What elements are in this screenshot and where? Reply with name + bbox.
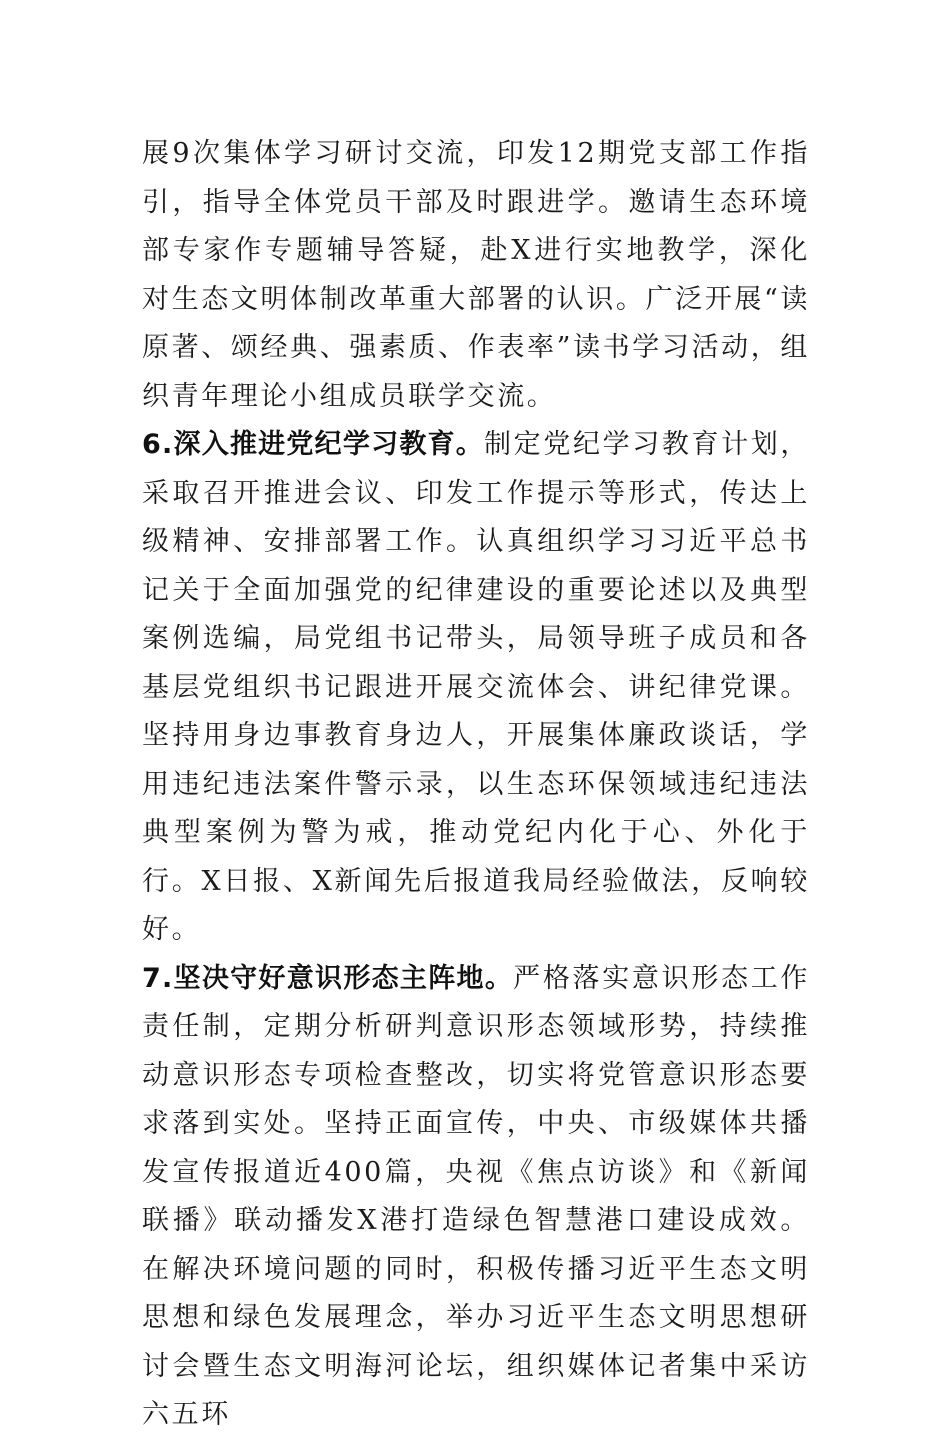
- paragraph-ideology-front: [142, 955, 810, 1440]
- section-heading-6: 6.深入推进党纪学习教育。: [142, 429, 485, 460]
- paragraph-study-sessions: [142, 130, 810, 421]
- paragraph-body: 制定党纪学习教育计划，采取召开推进会议、印发工作提示等形式，传达上级精神、安排部署工作。认真组织学习习近平总书记关于全面加强党的纪律建设的重要论述以及典型案例选编，局党组书记带头，局领导班子成员和各基层党组织书记跟进开展交流体会、讲纪律党课。坚持用身边事教育身边人，开展集体廉政谈话，学用违纪违法案件警示录，以生态环保领域违纪违法典型案例为警为戒，推动党纪内化于心、外化于行。X日报、X新闻先后报道我局经验做法，反响较好。: [142, 429, 810, 945]
- document-body: [142, 130, 810, 1440]
- paragraph-body: 展9次集体学习研讨交流，印发12期党支部工作指引，指导全体党员干部及时跟进学。邀请生态环境部专家作专题辅导答疑，赴X进行实地教学，深化对生态文明体制改革重大部署的认识。广泛开展“读原著、颂经典、强素质、作表率”读书学习活动，组织青年理论小组成员联学交流。: [142, 138, 810, 412]
- paragraph-discipline-education: [142, 421, 810, 955]
- section-heading-7: 7.坚决守好意识形态主阵地。: [142, 962, 514, 994]
- paragraph-body: 严格落实意识形态工作责任制，定期分析研判意识形态领域形势，持续推动意识形态专项检查整改，切实将党管意识形态要求落到实处。坚持正面宣传，中央、市级媒体共播发宣传报道近400篇，央视《焦点访谈》和《新闻联播》联动播发X港打造绿色智慧港口建设成效。在解决环境问题的同时，积极传播习近平生态文明思想和绿色发展理念，举办习近平生态文明思想研讨会暨生态文明海河论坛，组织媒体记者集中采访六五环: [142, 962, 811, 1430]
